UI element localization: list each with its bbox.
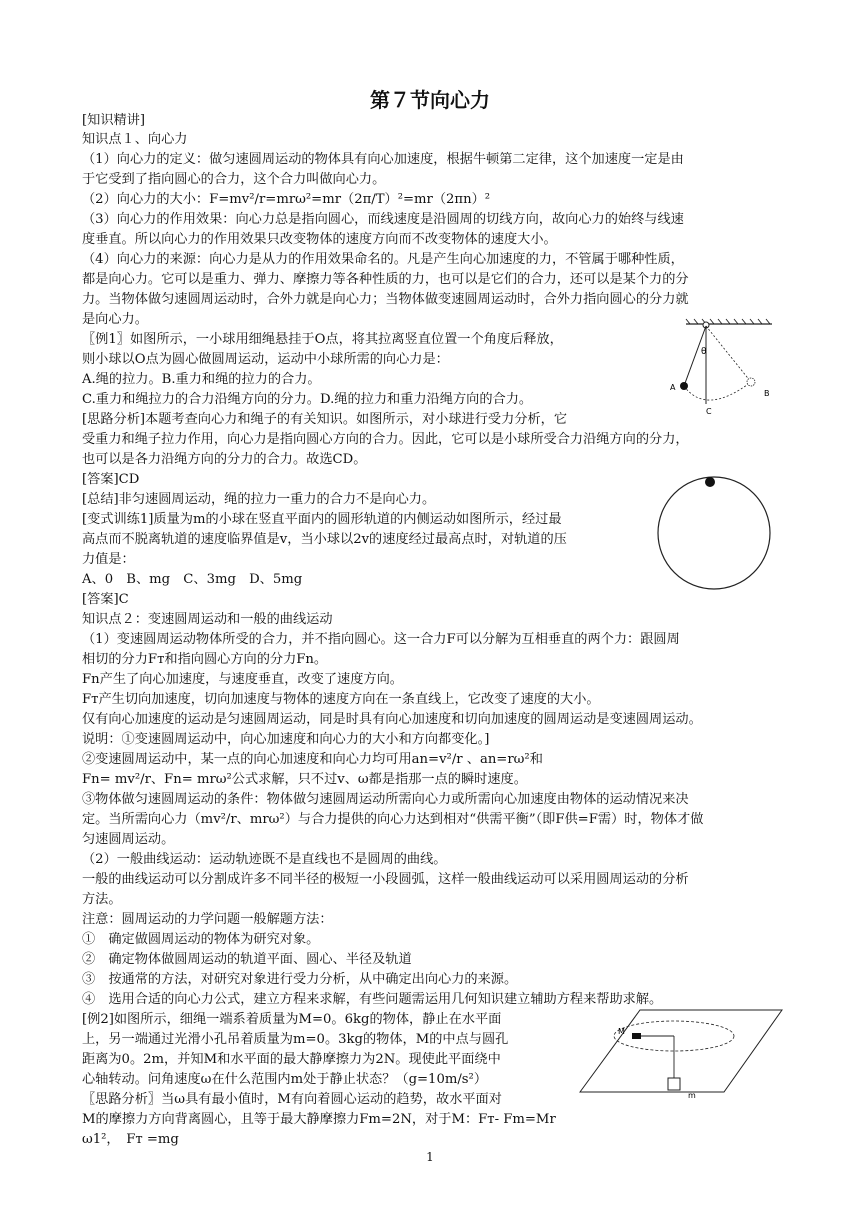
text-line: ω1²， Fт =mg (82, 1132, 179, 1147)
text-line: 距离为0。2m，并知M和水平面的最大静摩擦力为2N。现使此平面绕中 (82, 1052, 501, 1067)
text-line: 高点而不脱离轨道的速度临界值是v，当小球以2v的速度经过最高点时，对轨道的压 (82, 532, 567, 547)
circular-track-figure (652, 468, 776, 592)
text-line: A、0 B、mg C、3mg D、5mg (82, 572, 303, 587)
text-line: 度垂直。所以向心力的作用效果只改变物体的速度方向而不改变物体的速度大小。 (82, 232, 557, 247)
text-line: C.重力和绳拉力的合力沿绳方向的分力。D.绳的拉力和重力沿绳方向的合力。 (82, 392, 533, 407)
text-line: （4）向心力的来源：向心力是从力的作用效果命名的。凡是产生向心加速度的力，不管属于哪种性质， (82, 252, 684, 267)
text-line: 定。当所需向心力（mv²/r、mrω²）与合力提供的向心力达到相对“供需平衡”（即F供=F需）时，物体才做 (82, 812, 704, 827)
text-line: （1）向心力的定义：做匀速圆周运动的物体具有向心加速度，根据牛顿第二定律，这个加速度一定是由 (82, 152, 684, 167)
text-line: 力。当物体做匀速圆周运动时，合外力就是向心力；当物体做变速圆周运动时，合外力指向圆心的分力就 (82, 292, 689, 307)
text-line: A.绳的拉力。B.重力和绳的拉力的合力。 (82, 372, 321, 387)
text-line: 也可以是各力沿绳方向的分力的合力。故选CD。 (82, 452, 367, 467)
text-line: [答案]CD (82, 472, 140, 487)
rotating-plane-figure (578, 1004, 784, 1108)
text-line: 知识点２：变速圆周运动和一般的曲线运动 (82, 612, 333, 627)
page-number: 1 (426, 1150, 434, 1164)
text-line: ③物体做匀速圆周运动的条件：物体做匀速圆周运动所需向心力或所需向心加速度由物体的运动情况来决 (82, 792, 689, 807)
text-line: （3）向心力的作用效果：向心力总是指向圆心，而线速度是沿圆周的切线方向，故向心力的始终与线速 (82, 212, 684, 227)
mass-M-label: M (618, 1027, 625, 1036)
text-line: [答案]C (82, 592, 129, 607)
point-a-label: A (670, 383, 676, 392)
text-line: [总结]非匀速圆周运动，绳的拉力一重力的合力不是向心力。 (82, 492, 436, 507)
text-line: 匀速圆周运动。 (82, 832, 175, 847)
text-line: 相切的分力Fт和指向圆心方向的分力Fn。 (82, 652, 328, 667)
text-line: ④ 选用合适的向心力公式，建立方程来求解，有些问题需运用几何知识建立辅助方程来帮助求解。 (82, 992, 663, 1007)
text-line: 仅有向心加速度的运动是匀速圆周运动，同是时具有向心加速度和切向加速度的圆周运动是变速圆周运动。 (82, 712, 702, 727)
text-line: 上，另一端通过光滑小孔吊着质量为m=0。3kg的物体，M的中点与圆孔 (82, 1032, 509, 1047)
text-line: [知识精讲] (82, 113, 146, 128)
text-line: 说明：①变速圆周运动中，向心加速度和向心力的大小和方向都变化。] (82, 732, 490, 747)
text-line: 于它受到了指向圆心的合力，这个合力叫做向心力。 (82, 172, 386, 187)
text-line: ②变速圆周运动中，某一点的向心加速度和向心力均可用an=v²/r 、an=rω²和 (82, 752, 543, 767)
text-line: ① 确定做圆周运动的物体为研究对象。 (82, 932, 320, 947)
text-line: 一般的曲线运动可以分割成许多不同半径的极短一小段圆弧，这样一般曲线运动可以采用圆周运动的分析 (82, 872, 689, 887)
text-line: （1）变速圆周运动物体所受的合力，并不指向圆心。这一合力F可以分解为互相垂直的两个力：跟圆周 (82, 632, 680, 647)
point-c-label: C (706, 407, 712, 416)
text-line: [例2]如图所示，细绳一端系着质量为M=0。6kg的物体，静止在水平面 (82, 1012, 502, 1027)
text-line: （2）一般曲线运动：运动轨迹既不是直线也不是圆周的曲线。 (82, 852, 447, 867)
text-line: 〖思路分析〗当ω具有最小值时，M有向着圆心运动的趋势，故水平面对 (82, 1092, 502, 1107)
text-line: 力值是： (82, 552, 135, 567)
mass-m-label: m (688, 1091, 696, 1100)
text-line: 方法。 (82, 892, 122, 907)
text-line: （2）向心力的大小：F=mv²/r=mrω²=mr（2π/T）²=mr（2πn）² (82, 192, 491, 207)
text-line: Fт产生切向加速度，切向加速度与物体的速度方向在一条直线上，它改变了速度的大小。 (82, 692, 600, 707)
page-title: 第７节向心力 (370, 88, 490, 112)
text-line: [变式训练1]质量为m的小球在竖直平面内的圆形轨道的内侧运动如图所示，经过最 (82, 512, 562, 527)
text-line: Fn= mv²/r、Fn= mrω²公式求解，只不过v、ω都是指那一点的瞬时速度。 (82, 772, 527, 787)
text-line: 则小球以O点为圆心做圆周运动，运动中小球所需的向心力是： (82, 352, 449, 367)
text-line: [思路分析]本题考查向心力和绳子的有关知识。如图所示，对小球进行受力分析，它 (82, 412, 568, 427)
text-line: 是向心力。 (82, 312, 148, 327)
text-line: ② 确定物体做圆周运动的轨道平面、圆心、半径及轨道 (82, 952, 412, 967)
text-line: 受重力和绳子拉力作用，向心力是指向圆心方向的合力。因此，它可以是小球所受合力沿绳方向的分力， (82, 432, 689, 447)
text-line: M的摩擦力方向背离圆心，且等于最大静摩擦力Fm=2N，对于M：Fт- Fm=Mr (82, 1112, 556, 1127)
text-line: 知识点１、向心力 (82, 132, 188, 147)
text-line: 都是向心力。它可以是重力、弹力、摩擦力等各种性质的力，也可以是它们的合力，还可以是某个力的分 (82, 272, 689, 287)
point-b-label: B (764, 389, 770, 398)
text-line: 注意：圆周运动的力学问题一般解题方法： (82, 912, 333, 927)
theta-label: θ (701, 347, 707, 357)
text-line: ③ 按通常的方法，对研究对象进行受力分析，从中确定出向心力的来源。 (82, 972, 518, 987)
pendulum-figure (670, 316, 780, 420)
text-line: 〖例1〗如图所示，一小球用细绳悬挂于O点，将其拉离竖直位置一个角度后释放， (82, 332, 563, 347)
text-line: Fn产生了向心加速度，与速度垂直，改变了速度方向。 (82, 672, 403, 687)
text-line: 心轴转动。问角速度ω在什么范围内m处于静止状态？（g=10m/s²） (82, 1072, 488, 1087)
